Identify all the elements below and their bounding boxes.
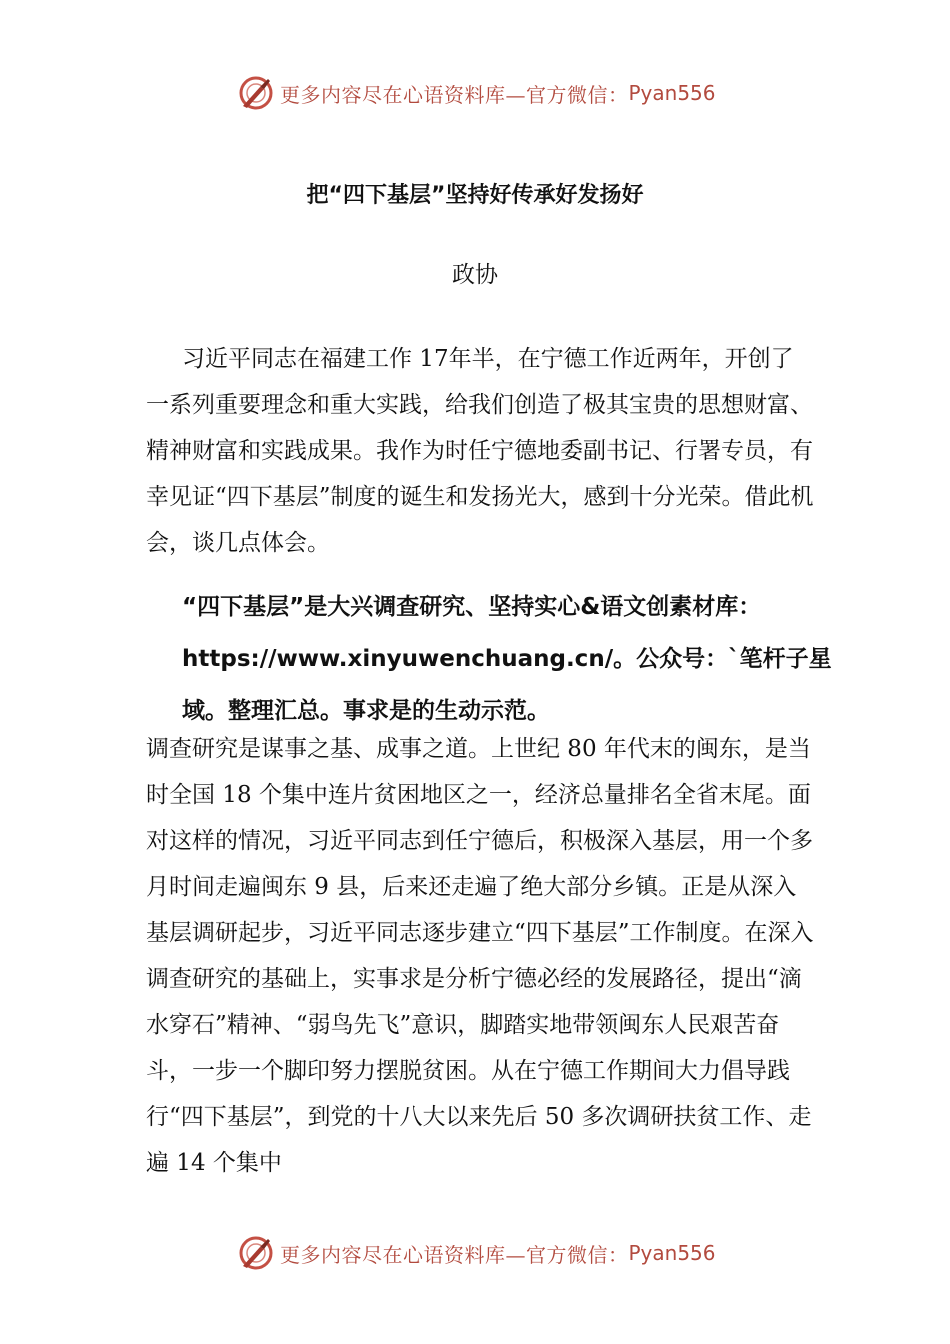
paragraph-2-heading: “四下基层”是大兴调查研究、坚持实心&语文创素材库：https://www.xinyuwenchuang.cn/。公众号：`笔杆子星域。整理汇总。事求是的生动示范。 — [182, 594, 832, 724]
footer-banner — [238, 1233, 716, 1273]
banner-wechat-id: Pyan556 — [628, 1241, 716, 1265]
document-title: 把“四下基层”坚持好传承好发扬好 — [306, 183, 644, 208]
paragraph-3: 调查研究是谋事之基、成事之道。上世纪 80 年代末的闽东，是当时全国 18 个集中连片贫困地区之一，经济总量排名全省末尾。面对这样的情况，习近平同志到任宁德后，积极深入基层，用一个多月时间走遍闽东 9 县，后来还走遍了绝大部分乡镇。正是从深入基层调研起步，习近平同志逐步建立“四下基层”工作制度。在深入调查研究的基础上，实事求是分析宁德必经的发展路径，提出“滴水穿石”精神、“弱鸟先飞”意识，脚踏实地带领闽东人民艰苦奋斗，一步一个脚印努力摆脱贫困。从在宁德工作期间大力倡导践行“四下基层”，到党的十八大以来先后 50 多次调研扶贫工作、走遍 14 个集中 — [146, 736, 814, 1176]
brush-logo-icon — [238, 75, 274, 111]
paragraph-1 — [146, 336, 816, 566]
banner-text: 更多内容尽在心语资料库—官方微信： — [280, 82, 629, 107]
header-banner — [238, 73, 716, 113]
banner-wechat-id: Pyan556 — [628, 81, 716, 105]
banner-text: 更多内容尽在心语资料库—官方微信： — [280, 1242, 629, 1267]
document-author: 政协 — [452, 262, 498, 288]
brush-logo-icon — [238, 1235, 274, 1271]
paragraph-1-text: 习近平同志在福建工作 17年半，在宁德工作近两年，开创了一系列重要理念和重大实践，给我们创造了极其宝贵的思想财富、精神财富和实践成果。我作为时任宁德地委副书记、行署专员，有幸见证“四下基层”制度的诞生和发扬光大，感到十分光荣。借此机会，谈几点体会。 — [146, 346, 814, 556]
